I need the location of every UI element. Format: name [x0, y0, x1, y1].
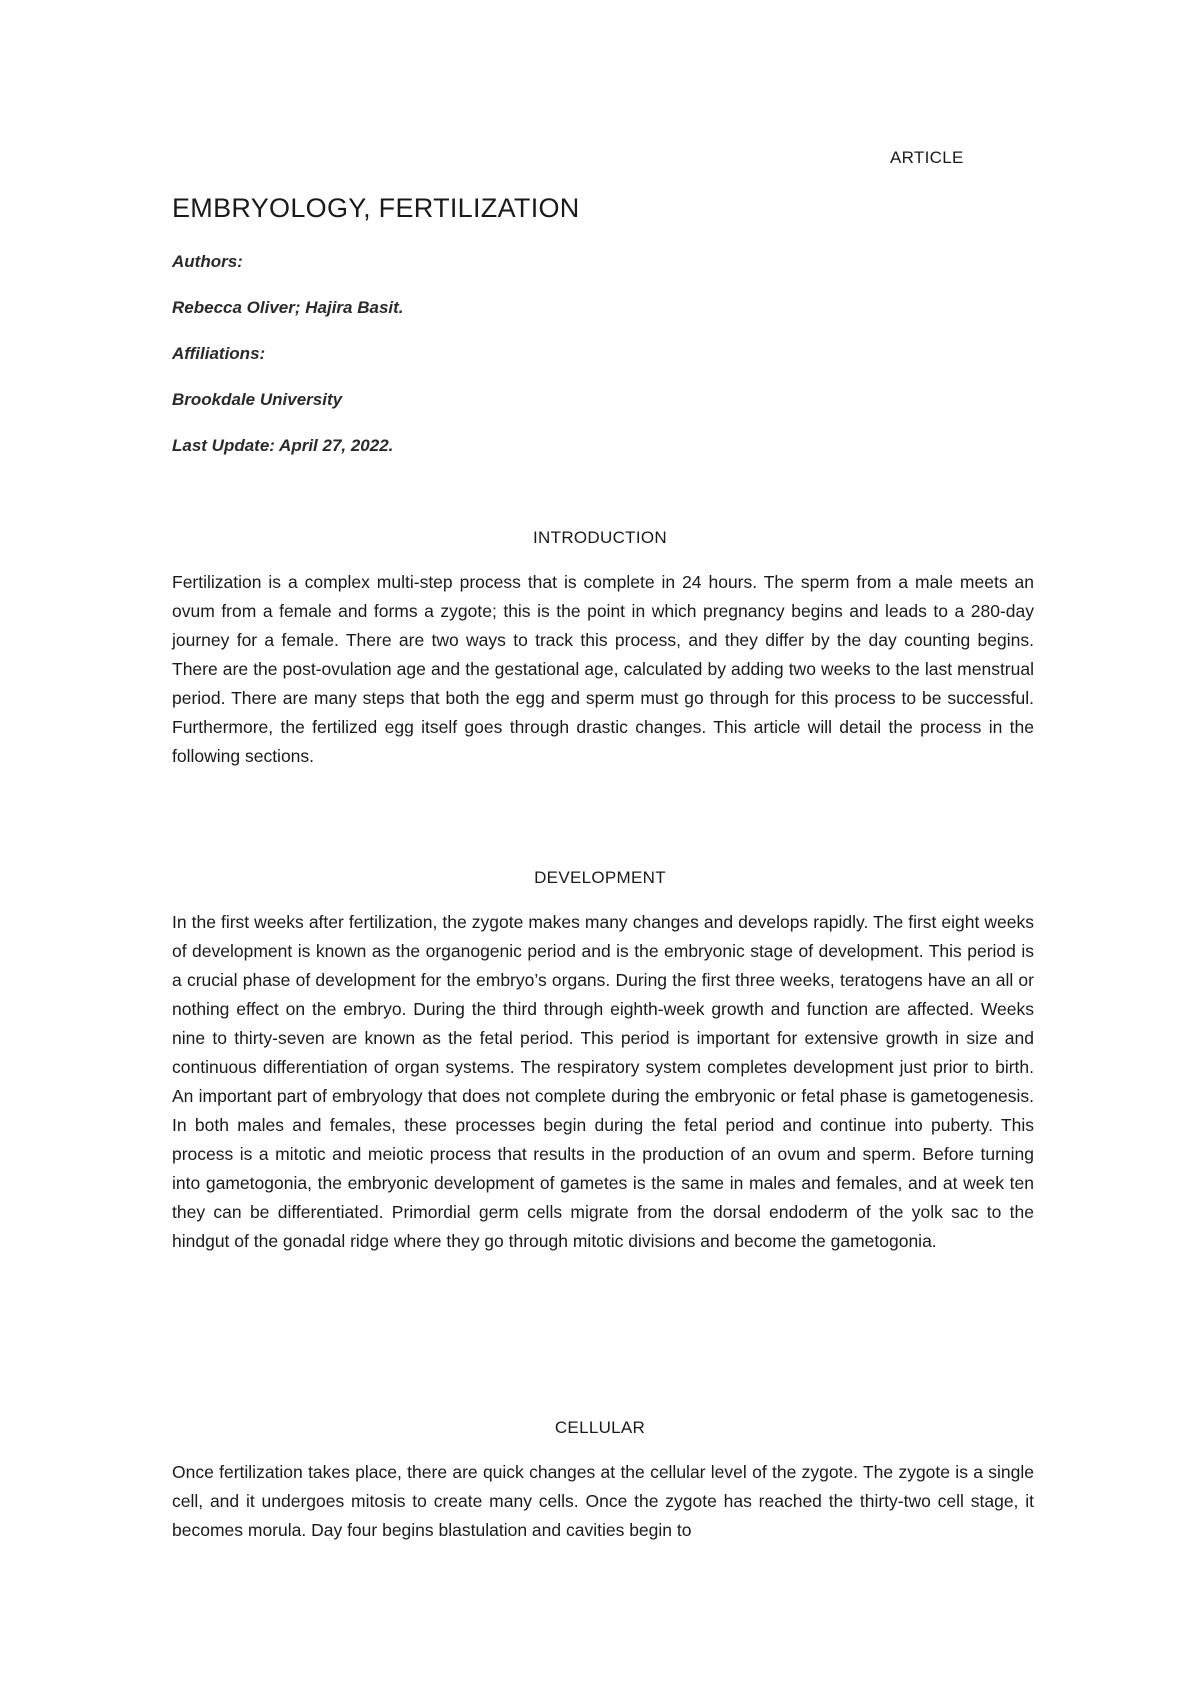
- section-paragraph-introduction: Fertilization is a complex multi-step process that is complete in 24 hours. The sperm from a male meets an ovum from a female and forms a zygote; this is the point in which pregnancy begins and leads to a 280-day journey for a female. There are two ways to track this process, and they differ by the day counting begins. There are the post-ovulation age and the gestational age, calculated by adding two weeks to the last menstrual period. There are many steps that both the egg and sperm must go through for this process to be successful. Furthermore, the fertilized egg itself goes through drastic changes. This article will detail the process in the following sections.: [172, 572, 1034, 766]
- authors-names: Rebecca Oliver; Hajira Basit.: [172, 298, 404, 317]
- document-type-label: ARTICLE: [890, 148, 964, 167]
- affiliations-label: Affiliations:: [172, 344, 266, 363]
- authors-label: Authors:: [172, 252, 243, 271]
- section-heading-cellular: CELLULAR: [554, 1418, 646, 1437]
- section-paragraph-development: In the first weeks after fertilization, the zygote makes many changes and develops rapidly. The first eight weeks of development is known as the organogenic period and is the embryonic stage of development. This period is a crucial phase of development for the embryo’s organs. During the first three weeks, teratogens have an all or nothing effect on the embryo. During the third through eighth-week growth and function are affected. Weeks nine to thirty-seven are known as the fetal period. This period is important for extensive growth in size and continuous differentiation of organ systems. The respiratory system completes development just prior to birth. An important part of embryology that does not complete during the embryonic or fetal phase is gametogenesis. In both males and females, these processes begin during the fetal period and continue into puberty. This process is a mitotic and meiotic process that results in the production of an ovum and sperm. Before turning into gametogonia, the embryonic development of gametes is the same in males and females, and at week ten they can be differentiated. Primordial germ cells migrate from the dorsal endoderm of the yolk sac to the hindgut of the gonadal ridge where they go through mitotic divisions and become the gametogonia.: [172, 912, 1034, 1251]
- section-paragraph-cellular: Once fertilization takes place, there are quick changes at the cellular level of the zygote. The zygote is a single cell, and it undergoes mitosis to create many cells. Once the zygote has reached the thirty-two cell stage, it becomes morula. Day four begins blastulation and cavities begin to: [172, 1462, 1034, 1540]
- affiliation-name: Brookdale University: [172, 390, 343, 409]
- section-heading-development: DEVELOPMENT: [534, 868, 666, 887]
- article-title: EMBRYOLOGY, FERTILIZATION: [172, 193, 580, 223]
- last-update: Last Update: April 27, 2022.: [172, 436, 394, 455]
- section-heading-introduction: INTRODUCTION: [533, 528, 667, 547]
